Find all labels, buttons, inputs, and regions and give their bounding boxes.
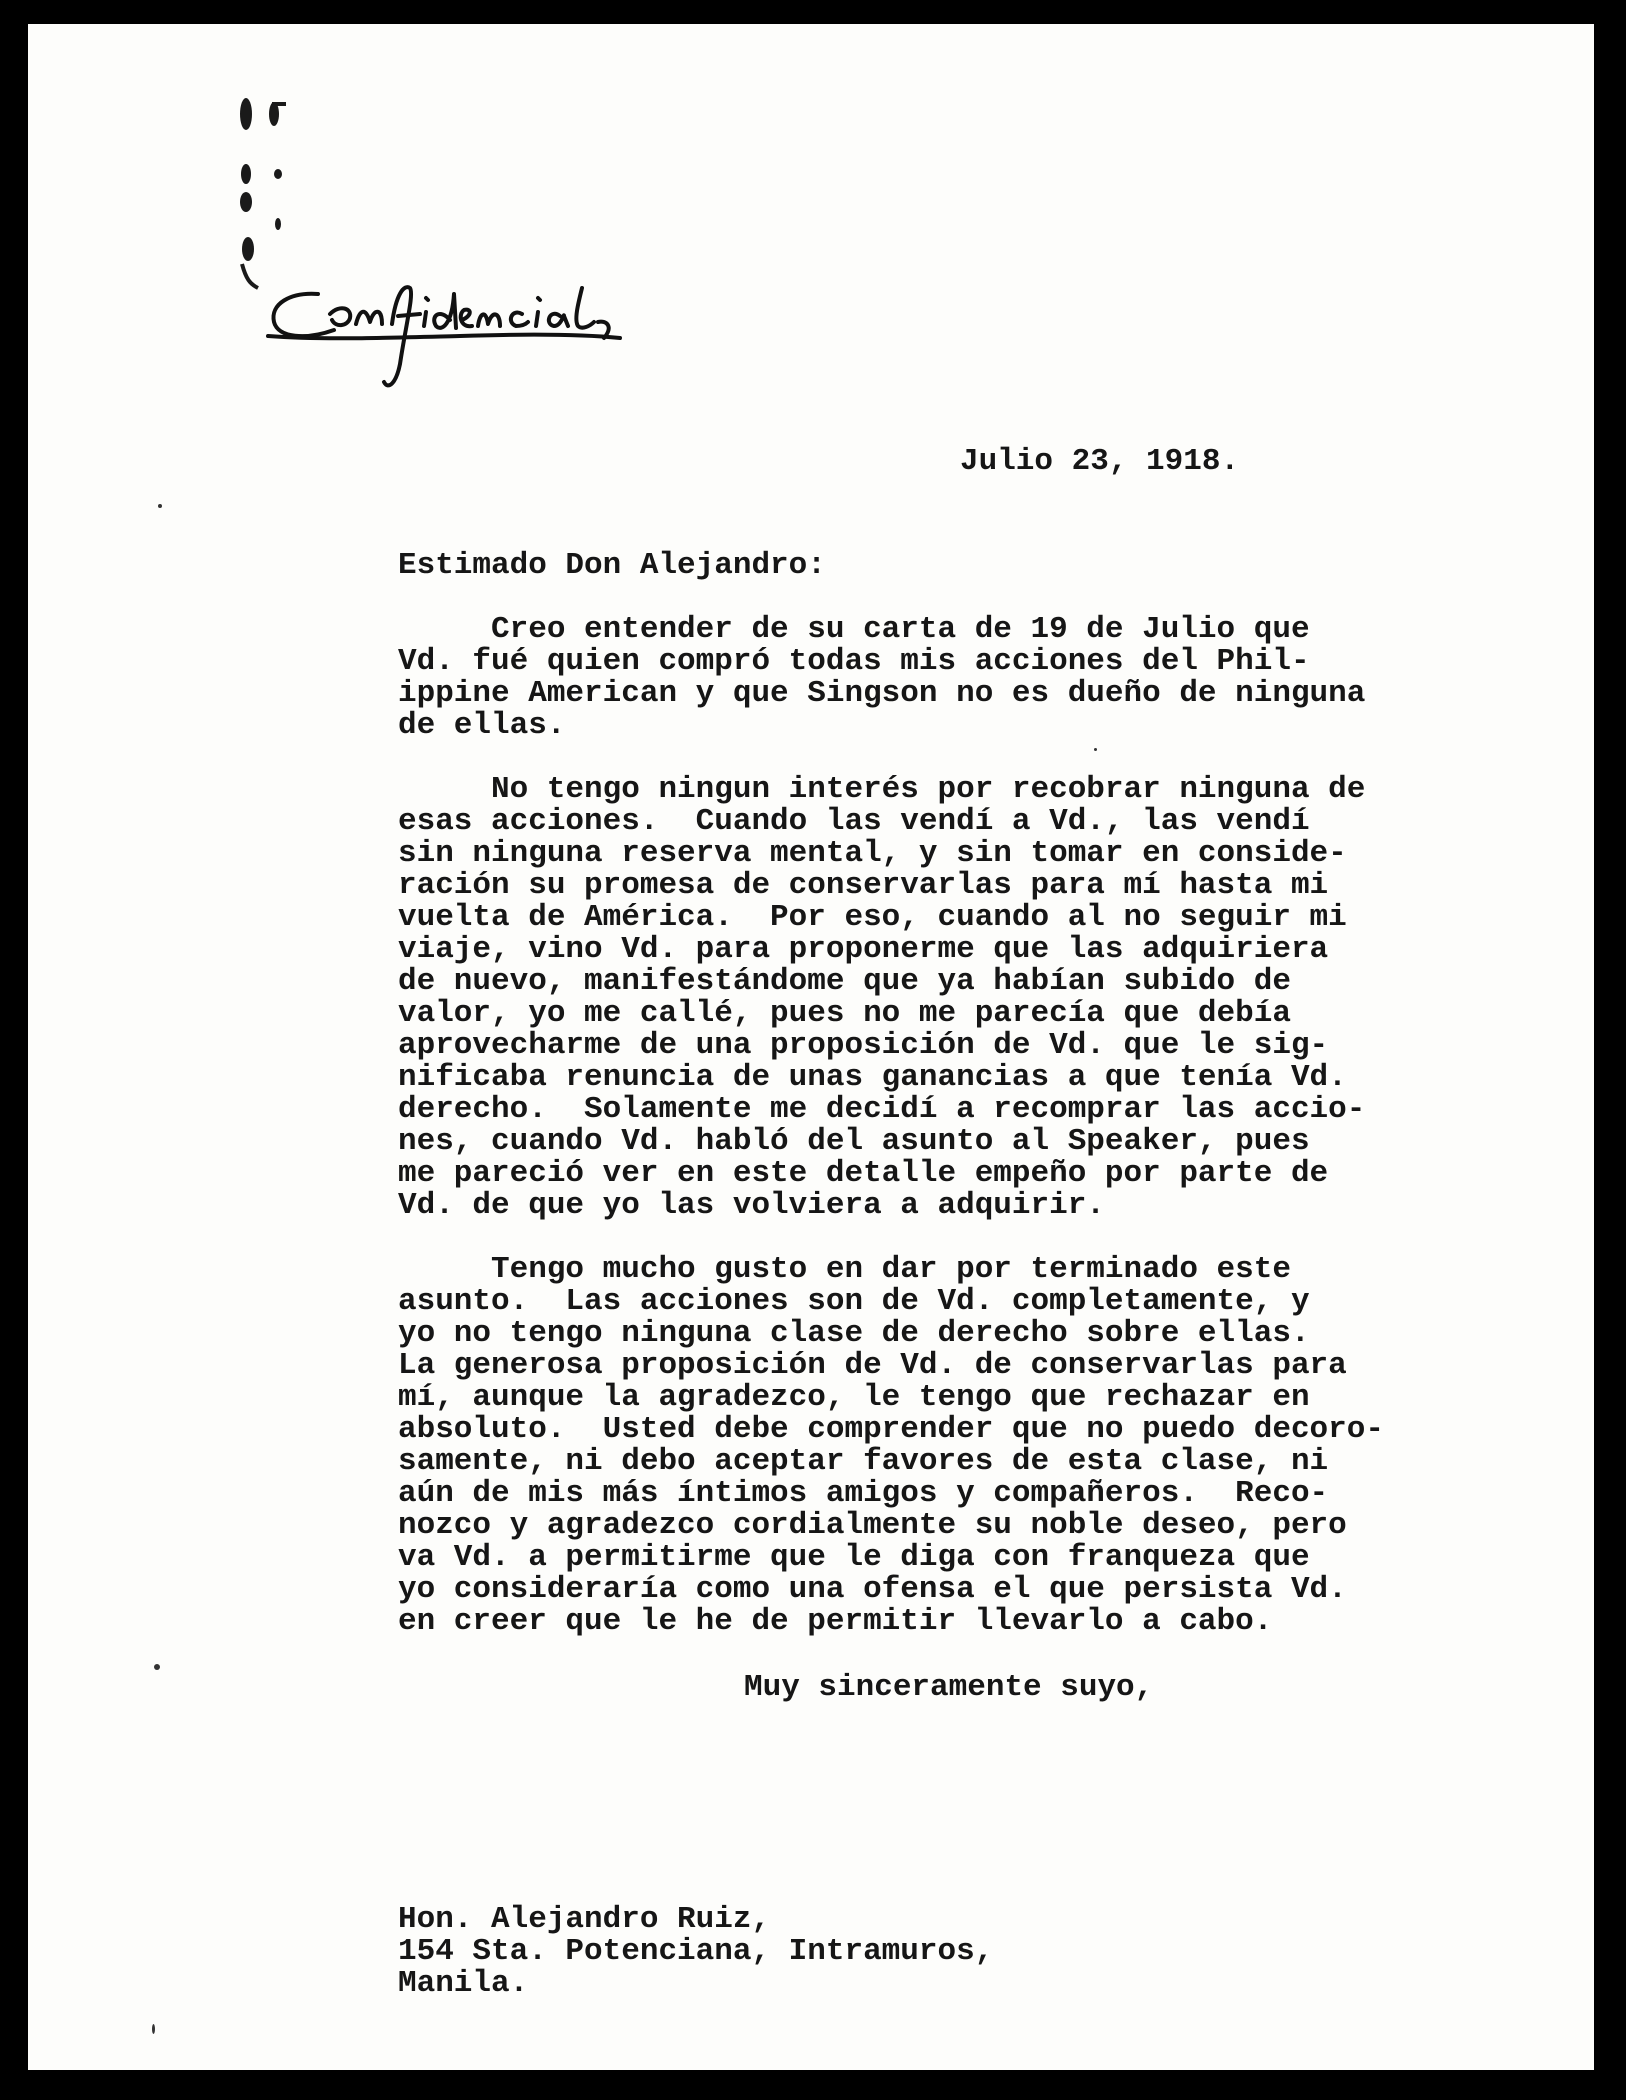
text-line: de nuevo, manifestándome que ya habían subido de — [398, 964, 1291, 999]
scan-speck — [158, 504, 162, 508]
recipient-name: Hon. Alejandro Ruiz, — [398, 1902, 771, 1937]
text-line: nes, cuando Vd. habló del asunto al Speaker, pues — [398, 1124, 1310, 1159]
text-line: ippine American y que Singson no es dueño de ninguna — [398, 676, 1366, 711]
text-line: viaje, vino Vd. para proponerme que las adquiriera — [398, 932, 1329, 967]
letter-date: Julio 23, 1918. — [960, 444, 1240, 479]
scan-speck — [154, 1664, 160, 1670]
text-line: valor, yo me callé, pues no me parecía que debía — [398, 996, 1291, 1031]
text-line: va Vd. a permitirme que le diga con franqueza que — [398, 1540, 1310, 1575]
text-line: yo consideraría como una ofensa el que persista Vd. — [398, 1572, 1347, 1607]
text-line: No tengo ningun interés por recobrar ninguna de — [398, 772, 1366, 807]
text-line: La generosa proposición de Vd. de conservarlas para — [398, 1348, 1347, 1383]
text-line: samente, ni debo aceptar favores de esta clase, ni — [398, 1444, 1329, 1479]
text-line: derecho. Solamente me decidí a recomprar las accio- — [398, 1092, 1366, 1127]
text-line: yo no tengo ninguna clase de derecho sobre ellas. — [398, 1316, 1310, 1351]
salutation: Estimado Don Alejandro: — [398, 548, 826, 583]
scan-speck — [1094, 748, 1097, 751]
text-line: absoluto. Usted debe comprender que no puedo decoro- — [398, 1412, 1384, 1447]
text-line: nificaba renuncia de unas ganancias a que tenía Vd. — [398, 1060, 1347, 1095]
text-line: esas acciones. Cuando las vendí a Vd., las vendí — [398, 804, 1310, 839]
text-line: Tengo mucho gusto en dar por terminado este — [398, 1252, 1291, 1287]
scan-speck — [152, 2024, 155, 2034]
text-line: Creo entender de su carta de 19 de Julio que — [398, 612, 1310, 647]
text-line: de ellas. — [398, 708, 566, 743]
text-line: me pareció ver en este detalle empeño por parte de — [398, 1156, 1329, 1191]
text-line: Vd. de que yo las volviera a adquirir. — [398, 1188, 1105, 1223]
text-line: aprovecharme de una proposición de Vd. que le sig- — [398, 1028, 1329, 1063]
text-line: aún de mis más íntimos amigos y compañeros. Reco- — [398, 1476, 1329, 1511]
closing: Muy sinceramente suyo, — [744, 1670, 1154, 1705]
text-line: en creer que le he de permitir llevarlo a cabo. — [398, 1604, 1273, 1639]
text-line: nozco y agradezco cordialmente su noble deseo, pero — [398, 1508, 1347, 1543]
text-line: ración su promesa de conservarlas para mí hasta mi — [398, 868, 1329, 903]
text-line: mí, aunque la agradezco, le tengo que rechazar en — [398, 1380, 1310, 1415]
text-line: Vd. fué quien compró todas mis acciones del Phil- — [398, 644, 1310, 679]
recipient-street: 154 Sta. Potenciana, Intramuros, — [398, 1934, 994, 1969]
text-line: vuelta de América. Por eso, cuando al no seguir mi — [398, 900, 1347, 935]
text-line: sin ninguna reserva mental, y sin tomar en conside- — [398, 836, 1347, 871]
recipient-city: Manila. — [398, 1966, 529, 2001]
letter-page — [28, 24, 1594, 2070]
recipient-address — [28, 1879, 1594, 2054]
paragraph-3 — [28, 1214, 1594, 1704]
text-line: asunto. Las acciones son de Vd. completamente, y — [398, 1284, 1310, 1319]
